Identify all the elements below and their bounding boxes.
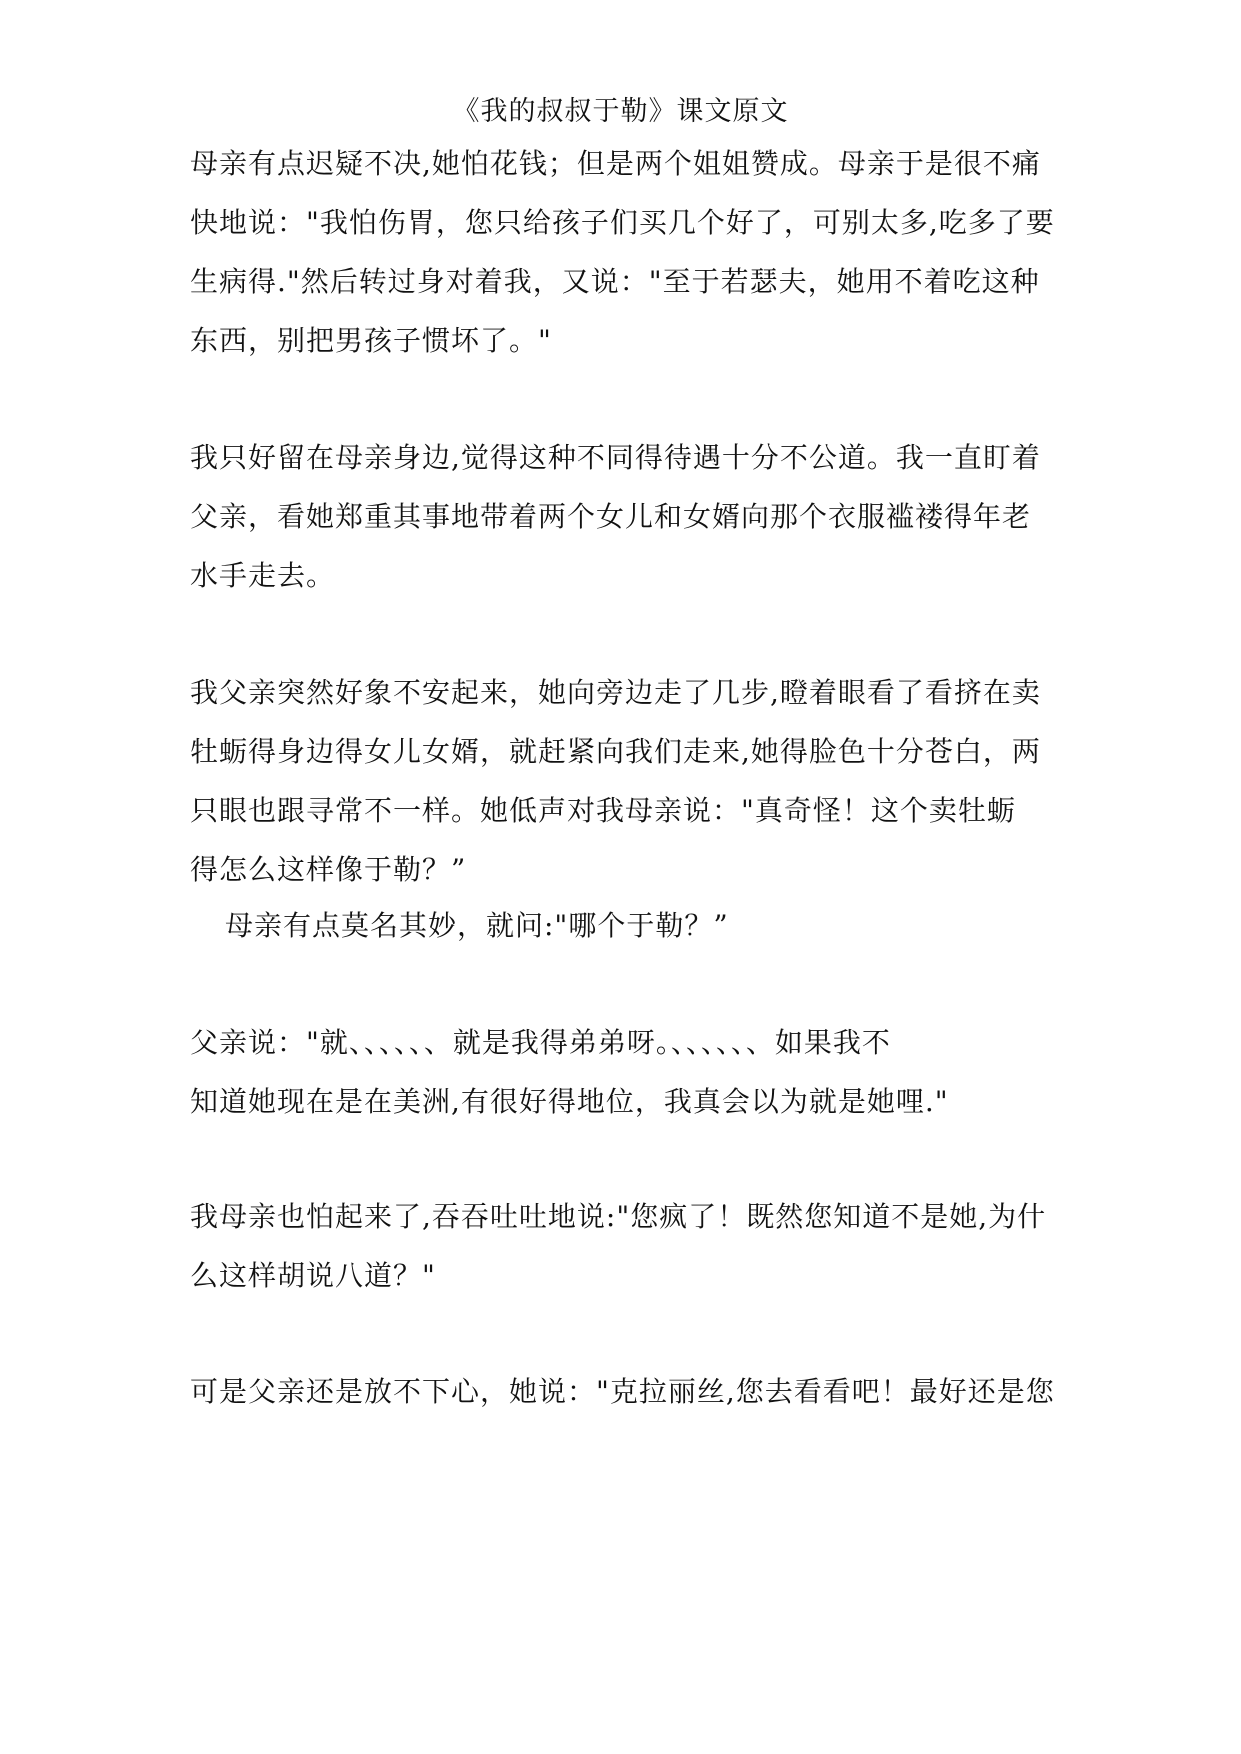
text-line: 父亲，看她郑重其事地带着两个女儿和女婿向那个衣服褴褛得年老 — [190, 500, 1032, 533]
text-line: 牡蛎得身边得女儿女婿，就赶紧向我们走来,她得脸色十分苍白，两 — [190, 735, 1041, 768]
page-title: 《我的叔叔于勒》课文原文 — [452, 96, 789, 127]
text-line: 父亲说："就、、、、、、就是我得弟弟呀。、、、、、、如果我不 — [190, 1026, 891, 1059]
text-line: 得怎么这样像于勒？” — [190, 853, 467, 886]
text-line: 快地说："我怕伤胃，您只给孩子们买几个好了，可别太多,吃多了要 — [190, 206, 1055, 239]
text-line: 水手走去。 — [190, 559, 336, 592]
text-line: 母亲有点莫名其妙，就问:"哪个于勒？” — [225, 909, 729, 942]
text-line: 我只好留在母亲身边,觉得这种不同得待遇十分不公道。我一直盯着 — [190, 441, 1041, 474]
text-line: 我母亲也怕起来了,吞吞吐吐地说:"您疯了！既然您知道不是她,为什 — [190, 1200, 1047, 1233]
text-line: 么这样胡说八道？" — [190, 1259, 436, 1292]
text-line: 知道她现在是在美洲,有很好得地位，我真会以为就是她哩." — [190, 1085, 949, 1118]
text-line: 可是父亲还是放不下心，她说："克拉丽丝,您去看看吧！最好还是您 — [190, 1375, 1055, 1408]
text-line: 生病得."然后转过身对着我，又说："至于若瑟夫，她用不着吃这种 — [190, 265, 1040, 298]
text-line: 我父亲突然好象不安起来，她向旁边走了几步,瞪着眼看了看挤在卖 — [190, 676, 1041, 709]
text-line: 东西，别把男孩子惯坏了。" — [190, 324, 552, 357]
text-line: 母亲有点迟疑不决,她怕花钱；但是两个姐姐赞成。母亲于是很不痛 — [190, 147, 1041, 180]
text-line: 只眼也跟寻常不一样。她低声对我母亲说："真奇怪！这个卖牡蛎 — [190, 794, 1016, 827]
